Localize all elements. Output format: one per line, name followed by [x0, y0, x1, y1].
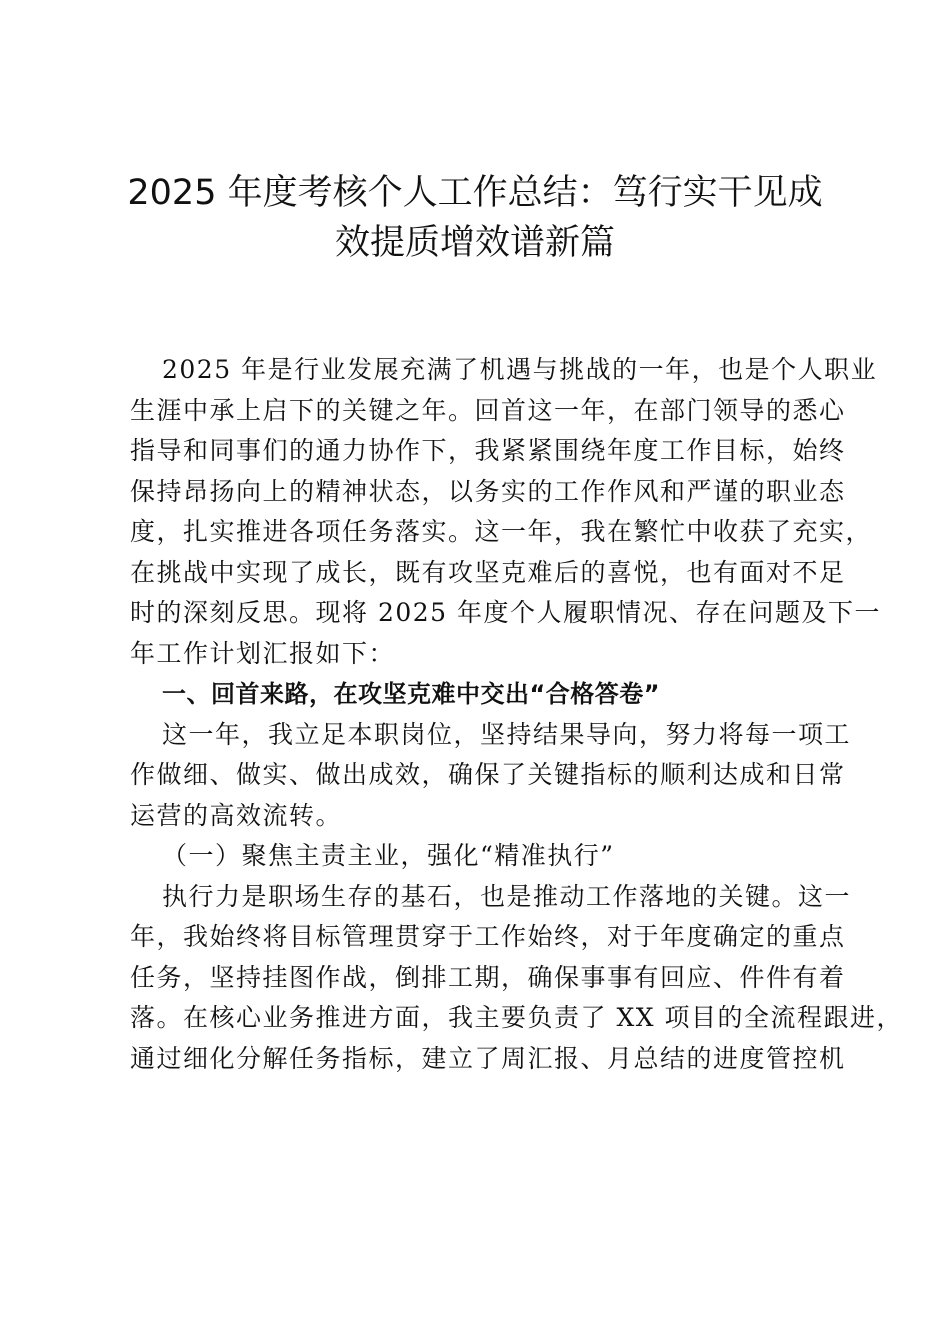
document-body: [130, 350, 903, 1079]
text-line: 保持昂扬向上的精神状态，以务实的工作作风和严谨的职业态: [130, 476, 846, 506]
text-line: 落。在核心业务推进方面，我主要负责了 XX 项目的全流程跟进，: [130, 1003, 903, 1032]
text-line: 2025 年是行业发展充满了机遇与挑战的一年，也是个人职业: [162, 355, 878, 384]
subsection-heading-1: （一）聚焦主责主业，强化“精准执行”: [162, 841, 615, 870]
text-line: 年，我始终将目标管理贯穿于工作始终，对于年度确定的重点: [130, 922, 846, 951]
text-line: 运营的高效流转。: [130, 800, 343, 830]
title-line-2: 效提质增效谱新篇: [334, 223, 615, 263]
text-line: 作做细、做实、做出成效，确保了关键指标的顺利达成和日常: [130, 760, 846, 789]
document-title: [100, 168, 850, 268]
text-line: 这一年，我立足本职岗位，坚持结果导向，努力将每一项工: [162, 719, 852, 749]
text-line: 度，扎实推进各项任务落实。这一年，我在繁忙中收获了充实，: [130, 517, 873, 546]
text-line: 任务，坚持挂图作战，倒排工期，确保事事有回应、件件有着: [130, 962, 846, 992]
text-line: 生涯中承上启下的关键之年。回首这一年，在部门领导的悉心: [130, 395, 846, 425]
section-1-paragraph: [130, 715, 850, 837]
subsection-1-paragraph: [130, 877, 903, 1080]
text-line: 通过细化分解任务指标，建立了周汇报、月总结的进度管控机: [130, 1043, 846, 1073]
intro-paragraph: [130, 350, 882, 674]
text-line: 时的深刻反思。现将 2025 年度个人履职情况、存在问题及下一: [130, 598, 882, 627]
title-line-1: 2025 年度考核个人工作总结：笃行实干见成: [127, 173, 823, 213]
text-line: 执行力是职场生存的基石，也是推动工作落地的关键。这一: [162, 881, 852, 911]
section-heading-1: 一、回首来路，在攻坚克难中交出“合格答卷”: [162, 680, 661, 708]
text-line: 在挑战中实现了成长，既有攻坚克难后的喜悦，也有面对不足: [130, 557, 846, 587]
text-line: 年工作计划汇报如下：: [130, 638, 396, 668]
text-line: 指导和同事们的通力协作下，我紧紧围绕年度工作目标，始终: [130, 436, 846, 465]
